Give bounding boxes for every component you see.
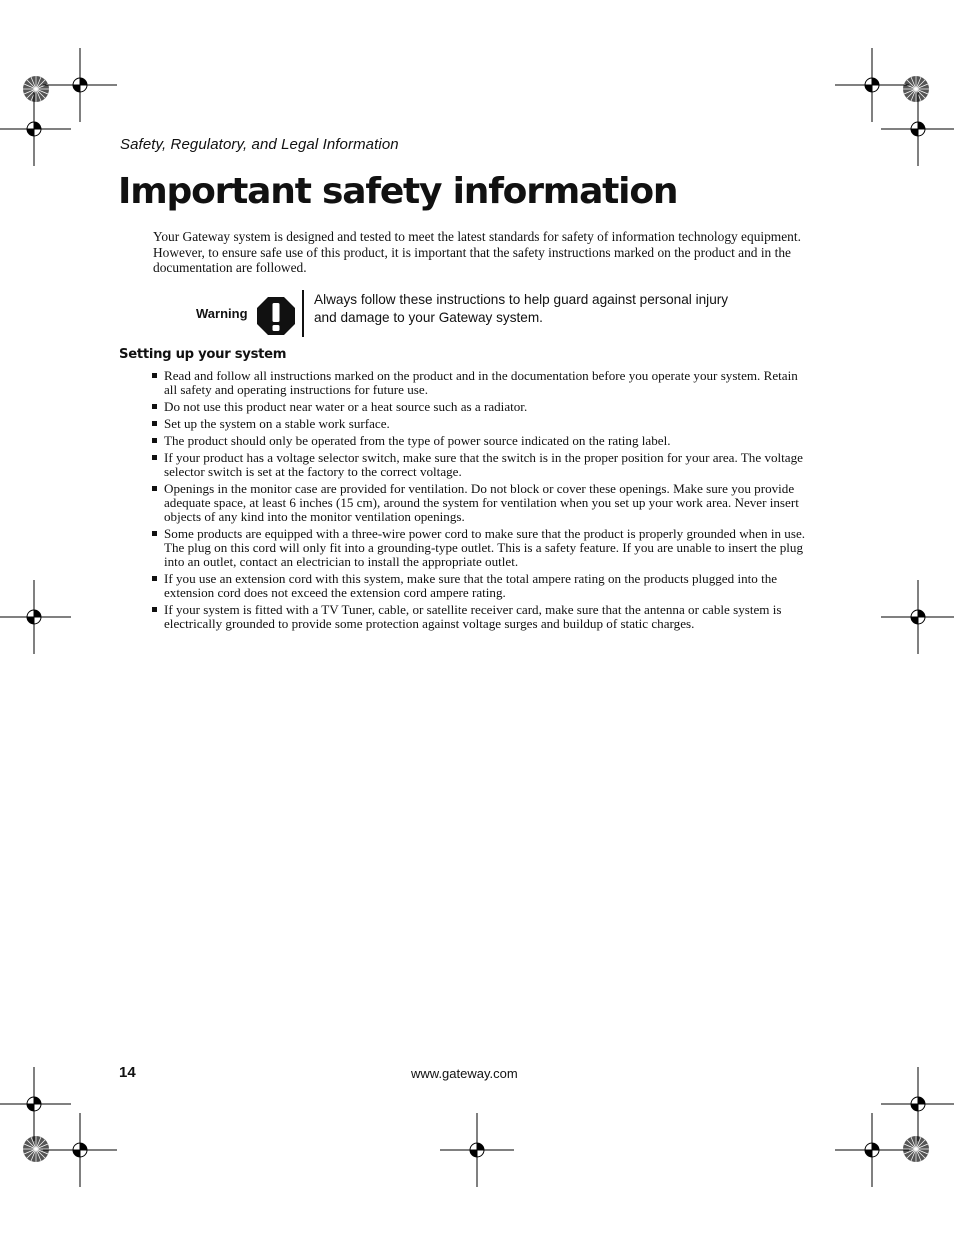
bullet-icon xyxy=(152,404,157,409)
list-item: Openings in the monitor case are provided for ventilation. Do not block or cover these openings. Make sure you provide adequate space, at least 6 inches (15 cm), around the system for ventilation when you set up your work area. Never insert objects of any kind into the monitor ventilation openings. xyxy=(150,482,810,524)
bullet-icon xyxy=(152,421,157,426)
bullet-icon xyxy=(152,531,157,536)
bullet-icon xyxy=(152,438,157,443)
warning-label: Warning xyxy=(196,306,248,321)
footer-url: www.gateway.com xyxy=(411,1066,518,1081)
bullet-icon xyxy=(152,486,157,491)
list-item: Set up the system on a stable work surface. xyxy=(150,417,810,431)
list-item: The product should only be operated from the type of power source indicated on the rating label. xyxy=(150,434,810,448)
page-number: 14 xyxy=(119,1064,136,1081)
list-item: Read and follow all instructions marked on the product and in the documentation before you operate your system. Retain all safety and operating instructions for future use. xyxy=(150,369,810,397)
bullet-icon xyxy=(152,455,157,460)
exclamation-warning-icon xyxy=(256,296,296,336)
bullet-icon xyxy=(152,576,157,581)
bullet-icon xyxy=(152,373,157,378)
list-item: If your system is fitted with a TV Tuner, cable, or satellite receiver card, make sure that the antenna or cable system is electrically grounded to provide some protection against voltage surges and buildup of static charges. xyxy=(150,603,810,631)
page-title: Important safety information xyxy=(118,171,678,212)
warning-text: Always follow these instructions to help guard against personal injury and damage to your Gateway system. xyxy=(314,292,729,325)
warning-divider xyxy=(302,290,304,337)
section-heading: Setting up your system xyxy=(119,347,287,362)
running-header: Safety, Regulatory, and Legal Information xyxy=(120,136,399,153)
safety-instructions-list xyxy=(150,369,810,634)
intro-paragraph: Your Gateway system is designed and tested to meet the latest standards for safety of information technology equipment. However, to ensure safe use of this product, it is important that the safety instructions marked on the product and in the documentation are followed. xyxy=(153,229,801,276)
bullet-icon xyxy=(152,607,157,612)
list-item: If you use an extension cord with this system, make sure that the total ampere rating on the products plugged into the extension cord does not exceed the extension cord ampere rating. xyxy=(150,572,810,600)
list-item: If your product has a voltage selector switch, make sure that the switch is in the proper position for your area. The voltage selector switch is set at the factory to the correct voltage. xyxy=(150,451,810,479)
list-item: Do not use this product near water or a heat source such as a radiator. xyxy=(150,400,810,414)
list-item: Some products are equipped with a three-wire power cord to make sure that the product is properly grounded when in use. The plug on this cord will only fit into a grounding-type outlet. This is a safety feature. If you are unable to insert the plug into an outlet, contact an electrician to install the appropriate outlet. xyxy=(150,527,810,569)
